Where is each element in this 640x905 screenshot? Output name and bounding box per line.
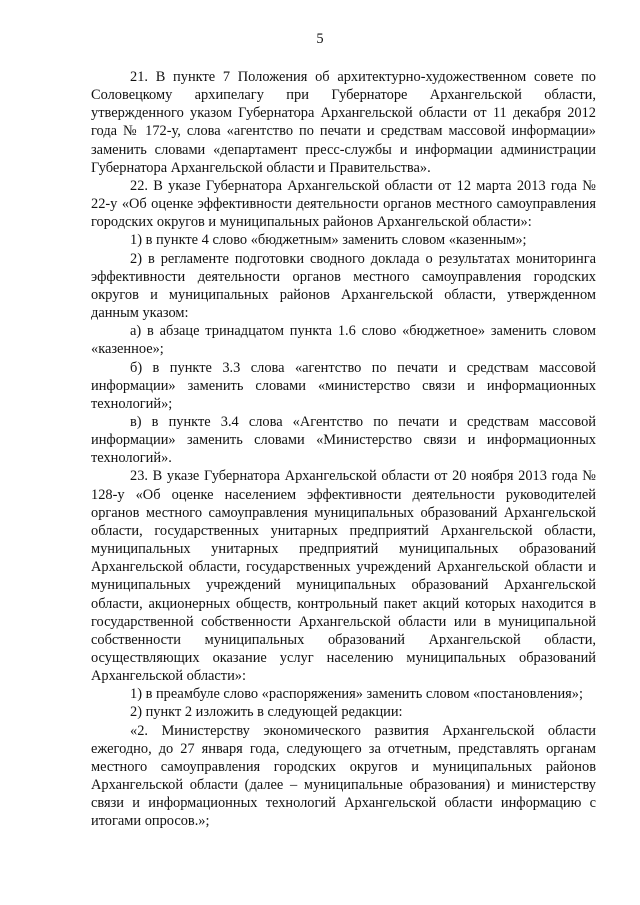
paragraph-item-22-2-v: в) в пункте 3.4 слова «Агентство по печати и средствам массовой информации» заменить словами «Министерство связи и информационных технологий». [91, 413, 596, 467]
paragraph-item-21: 21. В пункте 7 Положения об архитектурно-художественном совете по Соловецкому архипелагу при Губернаторе Архангельской области, утвержденного указом Губернатора Архангельской области от 11 декабря 2012 года № 172-у, слова «агентство по печати и средствам массовой информации» заменить словами «департамент пресс-службы и информации администрации Губернатора Архангельской области и Правительства». [91, 69, 596, 176]
paragraph-item-22-2-a: а) в абзаце тринадцатом пункта 1.6 слово «бюджетное» заменить словом «казенное»; [91, 323, 596, 358]
paragraph-item-22-2: 2) в регламенте подготовки сводного доклада о результатах мониторинга эффективности деятельности органов местного самоуправления городских округов и муниципальных районов Архангельской области, утвержденном данным указом: [91, 250, 596, 322]
page-number: 5 [316, 31, 324, 47]
paragraph-item-23-1: 1) в преамбуле слово «распоряжения» заменить словом «постановления»; [130, 686, 583, 703]
paragraph-item-23-2: 2) пункт 2 изложить в следующей редакции: [130, 704, 403, 721]
paragraph-item-22-1: 1) в пункте 4 слово «бюджетным» заменить словом «казенным»; [130, 232, 527, 249]
paragraph-item-22: 22. В указе Губернатора Архангельской области от 12 марта 2013 года № 22-у «Об оценке эффективности деятельности органов местного самоуправления городских округов и муниципальных районов Архангельской области»: [91, 177, 596, 231]
paragraph-item-22-2-b: б) в пункте 3.3 слова «агентство по печати и средствам массовой информации» заменить словами «министерство связи и информационных технологий»; [91, 359, 596, 412]
document-body [91, 68, 596, 831]
paragraph-quoted-clause-2: «2. Министерству экономического развития Архангельской области ежегодно, до 27 января года, следующего за отчетным, представлять органам местного самоуправления городских округов и муниципальных районов Архангельской области (далее – муниципальные образования) и министерству связи и информационных технологий Архангельской области информацию с итогами опросов.»; [91, 722, 596, 830]
paragraph-item-23: 23. В указе Губернатора Архангельской области от 20 ноября 2013 года № 128-у «Об оценке населением эффективности деятельности руководителей органов местного самоуправления муниципальных образований Архангельской области, государственных унитарных предприятий Архангельской области, муниципальных унитарных предприятий муниципальных образований Архангельской области, государственных учреждений Архангельской области и муниципальных учреждений муниципальных образований Архангельской области, акционерных обществ, контрольный пакет акций которых находится в государственной собственности Архангельской области или в муниципальной собственности муниципальных образований Архангельской области, осуществляющих оказание услуг населению муниципальных образований Архангельской области»: [91, 468, 596, 685]
